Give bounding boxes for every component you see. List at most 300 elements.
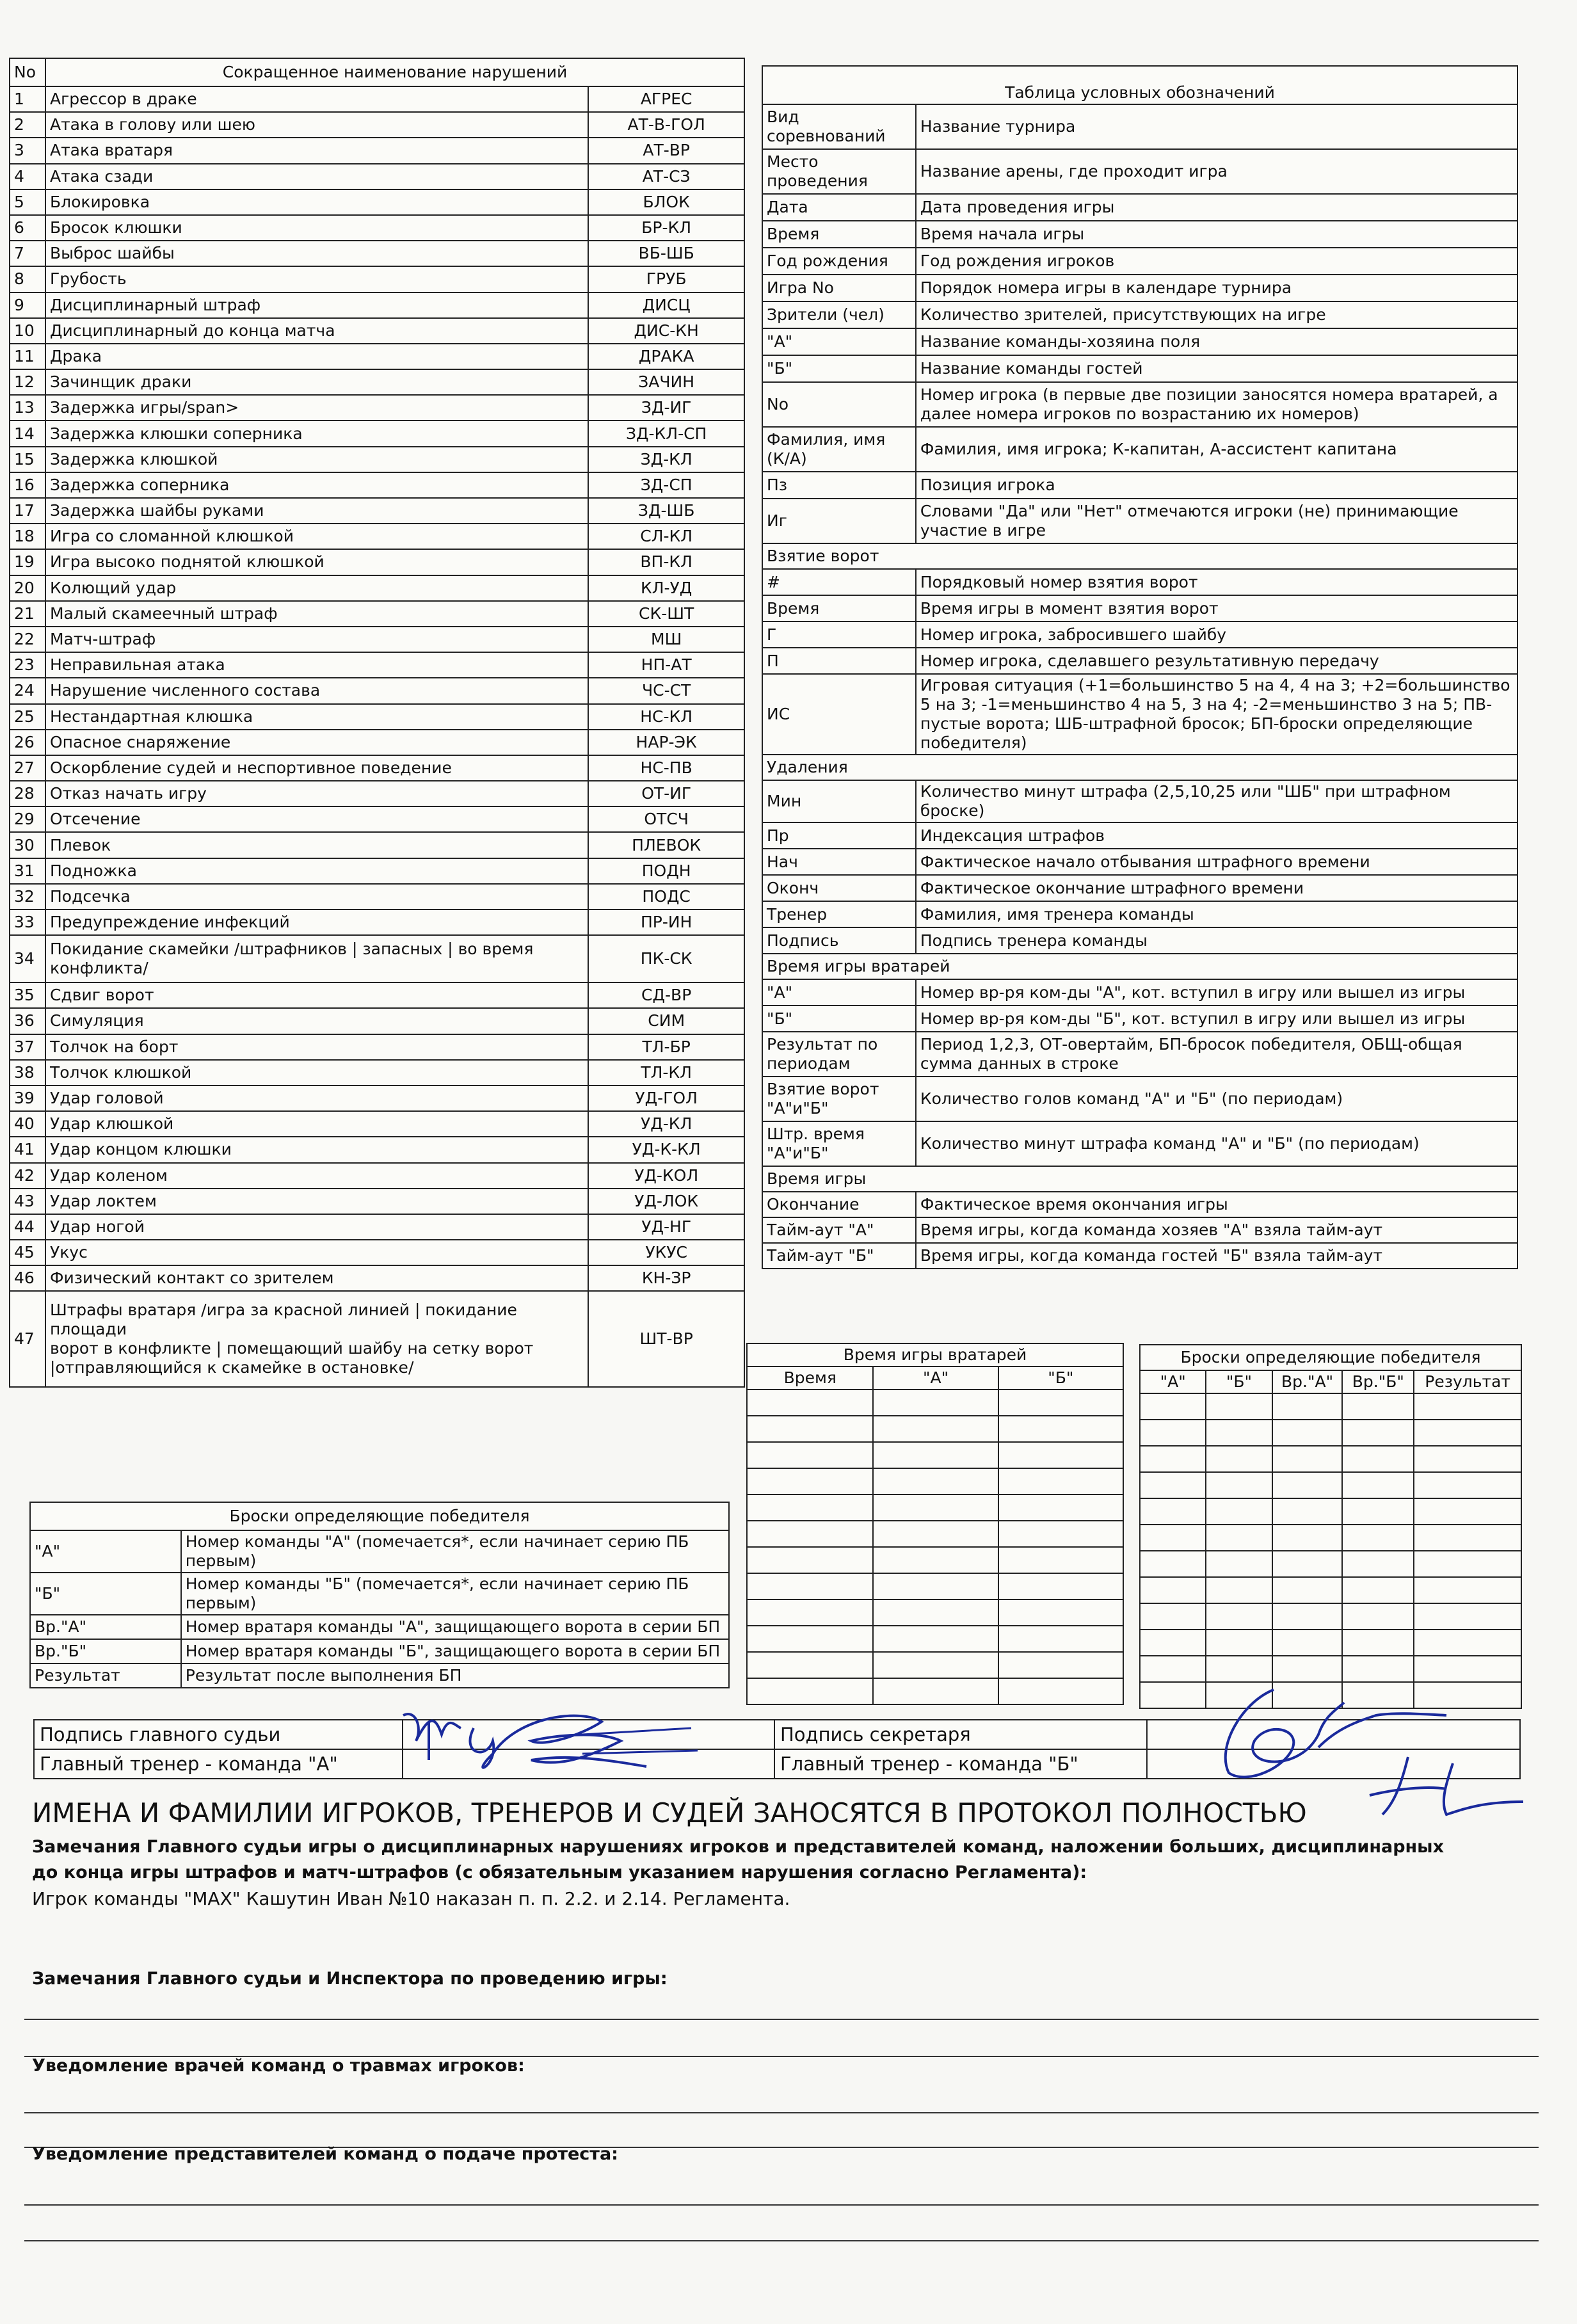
goalie-time-cell[interactable]: [998, 1547, 1123, 1573]
goalie-time-cell[interactable]: [873, 1390, 998, 1416]
shootout-legend-row: [30, 1663, 729, 1688]
goalie-time-cell[interactable]: [873, 1547, 998, 1573]
goalie-time-cell[interactable]: [873, 1442, 998, 1468]
violation-code: АТ-В-ГОЛ: [588, 112, 744, 138]
legend-definition: Номер игрока, забросившего шайбу: [916, 621, 1517, 648]
violation-row: [10, 781, 744, 806]
violation-number: 3: [10, 138, 45, 163]
shootout-grid-cell[interactable]: [1342, 1446, 1414, 1472]
shootout-grid-cell[interactable]: [1342, 1630, 1414, 1656]
violation-row: [10, 935, 744, 982]
shootout-grid-row: [1140, 1472, 1521, 1498]
shootout-grid-row: [1140, 1603, 1521, 1630]
shootout-grid-cell[interactable]: [1342, 1525, 1414, 1551]
doctors-notes-line-1[interactable]: [24, 2112, 1539, 2113]
violation-name: Толчок клюшкой: [45, 1060, 588, 1086]
violation-row: [10, 806, 744, 832]
violation-number: 43: [10, 1189, 45, 1214]
goalie-time-cell[interactable]: [747, 1573, 873, 1599]
shootout-grid-cell[interactable]: [1206, 1551, 1272, 1577]
violation-number: 8: [10, 266, 45, 292]
legend-term: No: [762, 382, 916, 427]
violation-row: [10, 858, 744, 884]
shootout-grid-cell[interactable]: [1206, 1472, 1272, 1498]
shootout-grid-cell[interactable]: [1272, 1603, 1343, 1630]
legend-definition: Время игры, когда команда гостей "Б" взяла тайм-аут: [916, 1243, 1517, 1269]
violation-row: [10, 1008, 744, 1034]
violation-name: Колющий удар: [45, 575, 588, 601]
legend-definition: Название арены, где проходит игра: [916, 149, 1517, 194]
violation-row: [10, 575, 744, 601]
goalie-time-row: [747, 1442, 1123, 1468]
shootout-grid-cell[interactable]: [1272, 1420, 1343, 1446]
goalie-time-cell[interactable]: [998, 1442, 1123, 1468]
violation-row: [10, 832, 744, 858]
shootout-grid-col-header: Результат: [1414, 1370, 1521, 1393]
violation-row: [10, 884, 744, 910]
violation-number: 44: [10, 1214, 45, 1240]
shootout-legend-term: "Б": [30, 1573, 181, 1615]
violation-row: [10, 138, 744, 163]
shootout-grid-cell[interactable]: [1206, 1446, 1272, 1472]
legend-definition: Номер вр-ря ком-ды "А", кот. вступил в игру или вышел из игры: [916, 979, 1517, 1006]
violation-row: [10, 189, 744, 215]
violation-name: Грубость: [45, 266, 588, 292]
goalie-time-row: [747, 1599, 1123, 1626]
legend-row: [762, 1032, 1517, 1077]
shootout-grid-cell[interactable]: [1140, 1630, 1206, 1656]
violation-code: ПК-СК: [588, 935, 744, 982]
disciplinary-notes-heading-line1: Замечания Главного судьи игры о дисциплинарных нарушениях игроков и представителей команд, наложении больших, дисциплинарных: [32, 1837, 1445, 1857]
goalie-time-cell[interactable]: [747, 1652, 873, 1678]
shootout-grid-cell[interactable]: [1206, 1420, 1272, 1446]
shootout-grid-cell[interactable]: [1272, 1630, 1343, 1656]
violation-code: БЛОК: [588, 189, 744, 215]
doctors-notes-heading: Уведомление врачей команд о травмах игроков:: [32, 2056, 525, 2076]
legend-section-game-time-label: Время игры: [762, 1166, 1517, 1192]
legend-term: Тайм-аут "А": [762, 1217, 916, 1243]
legend-term: Пр: [762, 822, 916, 849]
legend-definition: Название турнира: [916, 104, 1517, 149]
legend-row: [762, 927, 1517, 954]
legend-row: [762, 427, 1517, 472]
violation-name: Плевок: [45, 832, 588, 858]
violation-code: ДИС-КН: [588, 318, 744, 344]
goalie-time-cell[interactable]: [747, 1626, 873, 1652]
protest-notes-heading: Уведомление представителей команд о подаче протеста:: [32, 2144, 618, 2164]
violation-row: [10, 627, 744, 652]
legend-definition: Количество минут штрафа (2,5,10,25 или "ШБ" при штрафном броске): [916, 780, 1517, 822]
violation-name: Зачинщик драки: [45, 369, 588, 395]
violation-code: АТ-СЗ: [588, 164, 744, 189]
violation-number: 27: [10, 755, 45, 781]
legend-term: Дата: [762, 194, 916, 221]
legend-row: [762, 674, 1517, 755]
legend-definition: Время игры в момент взятия ворот: [916, 595, 1517, 621]
violation-row: [10, 755, 744, 781]
violation-name: Агрессор в драке: [45, 86, 588, 112]
violation-name: Дисциплинарный до конца матча: [45, 318, 588, 344]
violation-code: ЗАЧИН: [588, 369, 744, 395]
shootout-grid-cell[interactable]: [1140, 1446, 1206, 1472]
legend-definition: Порядок номера игры в календаре турнира: [916, 275, 1517, 301]
violation-row: [10, 524, 744, 549]
goalie-time-cell[interactable]: [998, 1521, 1123, 1547]
violation-name: Драка: [45, 344, 588, 369]
shootout-grid-row: [1140, 1446, 1521, 1472]
violation-code: ЗД-КЛ: [588, 447, 744, 472]
legend-row: [762, 275, 1517, 301]
legend-row: [762, 979, 1517, 1006]
violation-name: Нарушение численного состава: [45, 678, 588, 703]
violation-number: 45: [10, 1240, 45, 1265]
violation-name: Удар коленом: [45, 1163, 588, 1189]
shootout-legend-definition: Результат после выполнения БП: [181, 1663, 729, 1688]
shootout-grid-cell[interactable]: [1272, 1472, 1343, 1498]
violation-name: Игра со сломанной клюшкой: [45, 524, 588, 549]
shootout-grid-cell[interactable]: [1272, 1577, 1343, 1603]
violation-number: 13: [10, 395, 45, 421]
violation-row: [10, 164, 744, 189]
shootout-grid-cell[interactable]: [1272, 1446, 1343, 1472]
violation-code: ЗД-КЛ-СП: [588, 421, 744, 446]
shootout-legend-row: [30, 1573, 729, 1615]
shootout-grid-cell[interactable]: [1272, 1551, 1343, 1577]
shootout-grid-cell[interactable]: [1414, 1551, 1521, 1577]
legend-term: Игра No: [762, 275, 916, 301]
violation-name: Предупреждение инфекций: [45, 910, 588, 935]
legend-row: [762, 104, 1517, 149]
violation-code: АТ-ВР: [588, 138, 744, 163]
goalie-time-cell[interactable]: [998, 1468, 1123, 1495]
violation-code: СД-ВР: [588, 982, 744, 1008]
violation-number: 26: [10, 730, 45, 755]
shootout-grid-cell[interactable]: [1272, 1525, 1343, 1551]
violation-number: 29: [10, 806, 45, 832]
goalie-time-cell[interactable]: [998, 1416, 1123, 1442]
violation-row: [10, 266, 744, 292]
violation-code: НС-КЛ: [588, 704, 744, 730]
legend-definition: Количество минут штрафа команд "А" и "Б" (по периодам): [916, 1121, 1517, 1166]
legend-row: [762, 1121, 1517, 1166]
shootout-legend-row: [30, 1530, 729, 1573]
violation-number: 5: [10, 189, 45, 215]
violation-code: УД-НГ: [588, 1214, 744, 1240]
shootout-grid-cell[interactable]: [1342, 1577, 1414, 1603]
legend-row: [762, 875, 1517, 901]
shootout-grid-cell[interactable]: [1140, 1577, 1206, 1603]
shootout-grid-row: [1140, 1393, 1521, 1420]
disciplinary-notes-heading-line2: до конца игры штрафов и матч-штрафов (с обязательным указанием нарушения согласно Регламента):: [32, 1863, 1087, 1882]
violation-code: ЗД-ШБ: [588, 498, 744, 524]
inspector-notes-heading: Замечания Главного судьи и Инспектора по проведению игры:: [32, 1969, 668, 1989]
violation-code: ТЛ-КЛ: [588, 1060, 744, 1086]
goalie-time-row: [747, 1626, 1123, 1652]
goalie-time-cell[interactable]: [998, 1495, 1123, 1521]
legend-table: [762, 65, 1518, 1269]
shootout-grid-cell[interactable]: [1414, 1577, 1521, 1603]
shootout-legend-term: "А": [30, 1530, 181, 1573]
violation-row: [10, 1214, 744, 1240]
inspector-notes-line-1[interactable]: [24, 2019, 1539, 2020]
goalie-time-cell[interactable]: [747, 1495, 873, 1521]
goalie-time-cell[interactable]: [747, 1468, 873, 1495]
legend-definition: Игровая ситуация (+1=большинство 5 на 4, 4 на 3; +2=большинство 5 на 3; -1=меньшинство 4 на 5, 3 на 4; -2=меньшинство 3 на 5; ПВ- пустые ворота; ШБ-штрафной бросок; БП-броски определяющие победителя): [916, 674, 1517, 755]
legend-definition: Название команды-хозяина поля: [916, 328, 1517, 355]
violation-row: [10, 86, 744, 112]
shootout-grid-cell[interactable]: [1140, 1551, 1206, 1577]
shootout-grid-cell[interactable]: [1414, 1472, 1521, 1498]
violation-code: ПОДН: [588, 858, 744, 884]
goalie-time-cell[interactable]: [873, 1678, 998, 1704]
violation-number: 47: [10, 1291, 45, 1387]
shootout-grid-cell[interactable]: [1414, 1393, 1521, 1420]
legend-term: "А": [762, 979, 916, 1006]
violation-row: [10, 112, 744, 138]
shootout-grid-cell[interactable]: [1414, 1603, 1521, 1630]
legend-row: [762, 472, 1517, 499]
legend-row: [762, 569, 1517, 595]
shootout-grid-cell[interactable]: [1140, 1603, 1206, 1630]
shootout-legend-term: Вр."А": [30, 1615, 181, 1639]
shootout-grid-cell[interactable]: [1140, 1472, 1206, 1498]
legend-definition: Фамилия, имя игрока; К-капитан, А-ассистент капитана: [916, 427, 1517, 472]
shootout-grid-cell[interactable]: [1206, 1525, 1272, 1551]
goalie-time-cell[interactable]: [998, 1599, 1123, 1626]
legend-row: [762, 1006, 1517, 1032]
shootout-grid-cell[interactable]: [1414, 1525, 1521, 1551]
violation-name: Толчок на борт: [45, 1034, 588, 1060]
full-names-notice: ИМЕНА И ФАМИЛИИ ИГРОКОВ, ТРЕНЕРОВ И СУДЕЙ ЗАНОСЯТСЯ В ПРОТОКОЛ ПОЛНОСТЬЮ: [32, 1797, 1307, 1829]
legend-row: [762, 621, 1517, 648]
shootout-grid-cell[interactable]: [1342, 1472, 1414, 1498]
shootout-grid-cell[interactable]: [1140, 1420, 1206, 1446]
legend-term: Взятие ворот "А"и"Б": [762, 1077, 916, 1121]
violation-number: 19: [10, 549, 45, 575]
goalie-time-row: [747, 1573, 1123, 1599]
violation-number: 23: [10, 652, 45, 678]
goalie-time-cell[interactable]: [998, 1626, 1123, 1652]
violation-number: 14: [10, 421, 45, 446]
violation-number: 12: [10, 369, 45, 395]
violation-code: НС-ПВ: [588, 755, 744, 781]
chief-referee-signature-label: Подпись главного судьи: [34, 1720, 403, 1749]
goalie-time-cell[interactable]: [873, 1468, 998, 1495]
violation-number: 21: [10, 601, 45, 627]
protest-notes-line-1[interactable]: [24, 2204, 1539, 2206]
violation-name: Симуляция: [45, 1008, 588, 1034]
violation-row: [10, 1111, 744, 1137]
violation-number: 17: [10, 498, 45, 524]
violation-row: [10, 344, 744, 369]
goalie-time-cell[interactable]: [747, 1521, 873, 1547]
legend-section-goals-label: Взятие ворот: [762, 543, 1517, 569]
legend-definition: Количество голов команд "А" и "Б" (по периодам): [916, 1077, 1517, 1121]
shootout-grid-cell[interactable]: [1342, 1551, 1414, 1577]
violations-table: [9, 58, 745, 1388]
shootout-legend-term: Вр."Б": [30, 1639, 181, 1663]
violation-number: 39: [10, 1086, 45, 1111]
legend-row: [762, 780, 1517, 822]
legend-term: "Б": [762, 355, 916, 382]
violation-number: 35: [10, 982, 45, 1008]
shootout-grid-cell[interactable]: [1140, 1525, 1206, 1551]
violation-row: [10, 704, 744, 730]
violation-number: 33: [10, 910, 45, 935]
violation-number: 9: [10, 293, 45, 318]
shootout-grid-cell[interactable]: [1272, 1393, 1343, 1420]
legend-term: Иг: [762, 499, 916, 543]
legend-term: Тренер: [762, 901, 916, 927]
shootout-grid: [1139, 1344, 1522, 1709]
violation-code: ДРАКА: [588, 344, 744, 369]
legend-term: Тайм-аут "Б": [762, 1243, 916, 1269]
violation-code: ЗД-ИГ: [588, 395, 744, 421]
violation-row: [10, 982, 744, 1008]
violation-number: 40: [10, 1111, 45, 1137]
goalie-time-cell[interactable]: [873, 1416, 998, 1442]
goalie-time-cell[interactable]: [747, 1599, 873, 1626]
legend-section-goalie-time-label: Время игры вратарей: [762, 954, 1517, 979]
shootout-grid-cell[interactable]: [1206, 1498, 1272, 1525]
shootout-grid-cell[interactable]: [1414, 1446, 1521, 1472]
violation-name: Задержка клюшки соперника: [45, 421, 588, 446]
shootout-grid-cell[interactable]: [1140, 1498, 1206, 1525]
legend-term: Год рождения: [762, 248, 916, 275]
shootout-grid-row: [1140, 1577, 1521, 1603]
legend-row: [762, 1217, 1517, 1243]
legend-title: Таблица условных обозначений: [762, 66, 1517, 104]
violation-name: Дисциплинарный штраф: [45, 293, 588, 318]
violation-name: Атака в голову или шею: [45, 112, 588, 138]
goalie-time-row: [747, 1678, 1123, 1704]
violation-name: Задержка шайбы руками: [45, 498, 588, 524]
violation-number: 28: [10, 781, 45, 806]
violation-name: Игра высоко поднятой клюшкой: [45, 549, 588, 575]
legend-row: [762, 499, 1517, 543]
legend-definition: Фактическое начало отбывания штрафного времени: [916, 849, 1517, 875]
violation-name: Атака сзади: [45, 164, 588, 189]
legend-term: #: [762, 569, 916, 595]
violation-row: [10, 1137, 744, 1162]
violation-code: НАР-ЭК: [588, 730, 744, 755]
goalie-time-cell[interactable]: [873, 1599, 998, 1626]
legend-term: Зрители (чел): [762, 301, 916, 328]
legend-definition: Номер вр-ря ком-ды "Б", кот. вступил в игру или вышел из игры: [916, 1006, 1517, 1032]
shootout-grid-cell[interactable]: [1414, 1420, 1521, 1446]
violation-name: Сдвиг ворот: [45, 982, 588, 1008]
legend-term: Оконч: [762, 875, 916, 901]
legend-row: [762, 382, 1517, 427]
violation-name: Неправильная атака: [45, 652, 588, 678]
protest-notes-line-2[interactable]: [24, 2240, 1539, 2241]
goalie-time-row: [747, 1416, 1123, 1442]
shootout-grid-cell[interactable]: [1206, 1393, 1272, 1420]
violation-code: УД-ЛОК: [588, 1189, 744, 1214]
goalie-time-col-header: "А": [873, 1366, 998, 1390]
legend-term: ИС: [762, 674, 916, 755]
shootout-legend-definition: Номер вратаря команды "А", защищающего ворота в серии БП: [181, 1615, 729, 1639]
legend-term: Время: [762, 221, 916, 248]
goalie-time-cell[interactable]: [873, 1495, 998, 1521]
violation-code: ОТ-ИГ: [588, 781, 744, 806]
goalie-time-cell[interactable]: [747, 1442, 873, 1468]
goalie-time-cell[interactable]: [873, 1521, 998, 1547]
violation-row: [10, 910, 744, 935]
shootout-grid-col-header: Вр."Б": [1342, 1370, 1414, 1393]
shootout-grid-cell[interactable]: [1206, 1577, 1272, 1603]
goalie-time-cell[interactable]: [998, 1573, 1123, 1599]
violation-code: ШТ-ВР: [588, 1291, 744, 1387]
shootout-grid-row: [1140, 1630, 1521, 1656]
violation-name: Укус: [45, 1240, 588, 1265]
violation-row: [10, 1163, 744, 1189]
goalie-time-cell[interactable]: [998, 1652, 1123, 1678]
legend-term: "А": [762, 328, 916, 355]
violation-row: [10, 678, 744, 703]
legend-section-penalties-label: Удаления: [762, 755, 1517, 780]
violation-number: 24: [10, 678, 45, 703]
shootout-grid-cell[interactable]: [1342, 1420, 1414, 1446]
violation-code: УД-К-КЛ: [588, 1137, 744, 1162]
goalie-time-cell[interactable]: [873, 1626, 998, 1652]
shootout-grid-cell[interactable]: [1342, 1603, 1414, 1630]
violation-code: УКУС: [588, 1240, 744, 1265]
goalie-time-cell[interactable]: [747, 1416, 873, 1442]
goalie-time-cell[interactable]: [747, 1390, 873, 1416]
shootout-grid-cell[interactable]: [1140, 1393, 1206, 1420]
violation-number: 18: [10, 524, 45, 549]
violation-row: [10, 369, 744, 395]
legend-term: Вид соревнований: [762, 104, 916, 149]
violation-row: [10, 241, 744, 266]
legend-definition: Номер игрока, сделавшего результативную передачу: [916, 648, 1517, 674]
legend-row: [762, 849, 1517, 875]
violation-code: ГРУБ: [588, 266, 744, 292]
goalie-time-cell[interactable]: [873, 1573, 998, 1599]
goalie-time-cell[interactable]: [747, 1678, 873, 1704]
shootout-grid-cell[interactable]: [1272, 1498, 1343, 1525]
violation-row: [10, 601, 744, 627]
goalie-time-col-header: Время: [747, 1366, 873, 1390]
shootout-grid-cell[interactable]: [1342, 1498, 1414, 1525]
goalie-time-row: [747, 1652, 1123, 1678]
shootout-grid-cell[interactable]: [1414, 1498, 1521, 1525]
goalie-time-cell[interactable]: [873, 1652, 998, 1678]
goalie-time-cell[interactable]: [747, 1547, 873, 1573]
legend-row: [762, 901, 1517, 927]
violation-name: Матч-штраф: [45, 627, 588, 652]
violation-row: [10, 498, 744, 524]
violation-number: 36: [10, 1008, 45, 1034]
goalie-time-title: Время игры вратарей: [747, 1343, 1123, 1366]
violation-code: ПЛЕВОК: [588, 832, 744, 858]
violation-name: Отсечение: [45, 806, 588, 832]
shootout-grid-cell[interactable]: [1414, 1630, 1521, 1656]
legend-row: [762, 149, 1517, 194]
violation-number: 42: [10, 1163, 45, 1189]
goalie-time-cell[interactable]: [998, 1678, 1123, 1704]
violation-number: 11: [10, 344, 45, 369]
violation-name: Задержка соперника: [45, 472, 588, 498]
goalie-time-cell[interactable]: [998, 1390, 1123, 1416]
violation-name: Блокировка: [45, 189, 588, 215]
shootout-grid-cell[interactable]: [1206, 1630, 1272, 1656]
shootout-grid-cell[interactable]: [1206, 1603, 1272, 1630]
goalie-time-row: [747, 1521, 1123, 1547]
legend-definition: Количество зрителей, присутствующих на игре: [916, 301, 1517, 328]
shootout-grid-cell[interactable]: [1342, 1393, 1414, 1420]
